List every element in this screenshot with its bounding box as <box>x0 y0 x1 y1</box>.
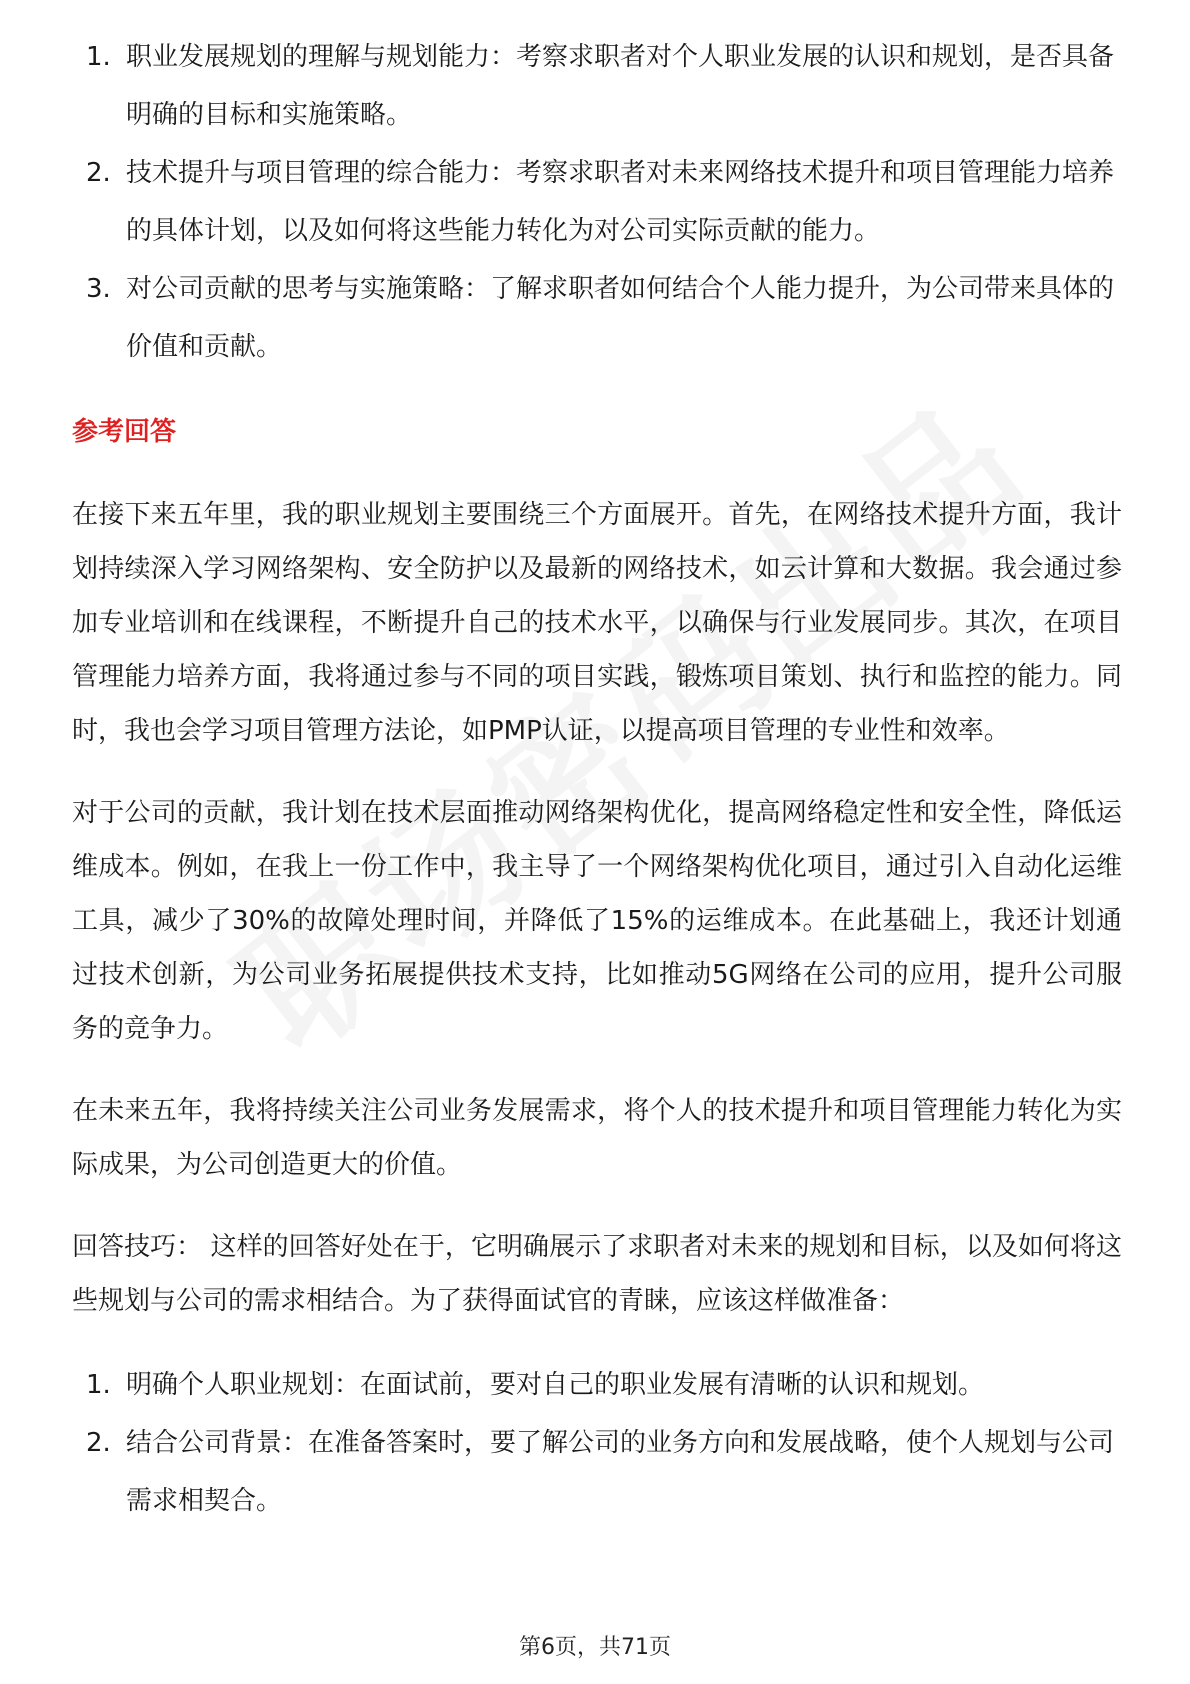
section-title: 参考回答 <box>72 417 177 447</box>
list-item-text: 对公司贡献的思考与实施策略：了解求职者如何结合个人能力提升，为公司带来具体的价值和贡献。 <box>126 274 1115 362</box>
answer-paragraph: 在未来五年，我将持续关注公司业务发展需求，将个人的技术提升和项目管理能力转化为实际成果，为公司创造更大的价值。 <box>72 1096 1122 1180</box>
evaluation-points-list <box>72 28 1122 376</box>
page-number-footer: 第6页，共71页 <box>519 1635 671 1660</box>
list-item-number: 2. <box>86 158 111 188</box>
list-item-text: 技术提升与项目管理的综合能力：考察求职者对未来网络技术提升和项目管理能力培养的具体计划，以及如何将这些能力转化为对公司实际贡献的能力。 <box>126 158 1115 246</box>
list-item-number: 2. <box>86 1428 111 1458</box>
list-item-text: 职业发展规划的理解与规划能力：考察求职者对个人职业发展的认识和规划，是否具备明确的目标和实施策略。 <box>126 42 1115 130</box>
list-item-text: 明确个人职业规划：在面试前，要对自己的职业发展有清晰的认识和规划。 <box>126 1370 985 1400</box>
answer-paragraph: 对于公司的贡献，我计划在技术层面推动网络架构优化，提高网络稳定性和安全性，降低运维成本。例如，在我上一份工作中，我主导了一个网络架构优化项目，通过引入自动化运维工具，减少了30%的故障处理时间，并降低了15%的运维成本。在此基础上，我还计划通过技术创新，为公司业务拓展提供技术支持，比如推动5G网络在公司的应用，提升公司服务的竞争力。 <box>72 798 1122 1044</box>
list-item-number: 1. <box>86 1370 111 1400</box>
preparation-tips-list <box>72 1356 1122 1530</box>
list-item <box>72 1414 1122 1530</box>
list-item <box>72 144 1122 260</box>
answer-paragraph: 在接下来五年里，我的职业规划主要围绕三个方面展开。首先，在网络技术提升方面，我计划持续深入学习网络架构、安全防护以及最新的网络技术，如云计算和大数据。我会通过参加专业培训和在线课程，不断提升自己的技术水平，以确保与行业发展同步。其次，在项目管理能力培养方面，我将通过参与不同的项目实践，锻炼项目策划、执行和监控的能力。同时，我也会学习项目管理方法论，如PMP认证，以提高项目管理的专业性和效率。 <box>72 500 1122 746</box>
page-content <box>72 28 1122 1530</box>
tips-paragraph: 回答技巧： 这样的回答好处在于，它明确展示了求职者对未来的规划和目标，以及如何将这些规划与公司的需求相结合。为了获得面试官的青睐，应该这样做准备： <box>72 1232 1122 1316</box>
list-item-text: 结合公司背景：在准备答案时，要了解公司的业务方向和发展战略，使个人规划与公司需求相契合。 <box>126 1428 1115 1516</box>
list-item <box>72 1356 1122 1414</box>
list-item <box>72 28 1122 144</box>
list-item-number: 1. <box>86 42 111 72</box>
list-item <box>72 260 1122 376</box>
list-item-number: 3. <box>86 274 111 304</box>
